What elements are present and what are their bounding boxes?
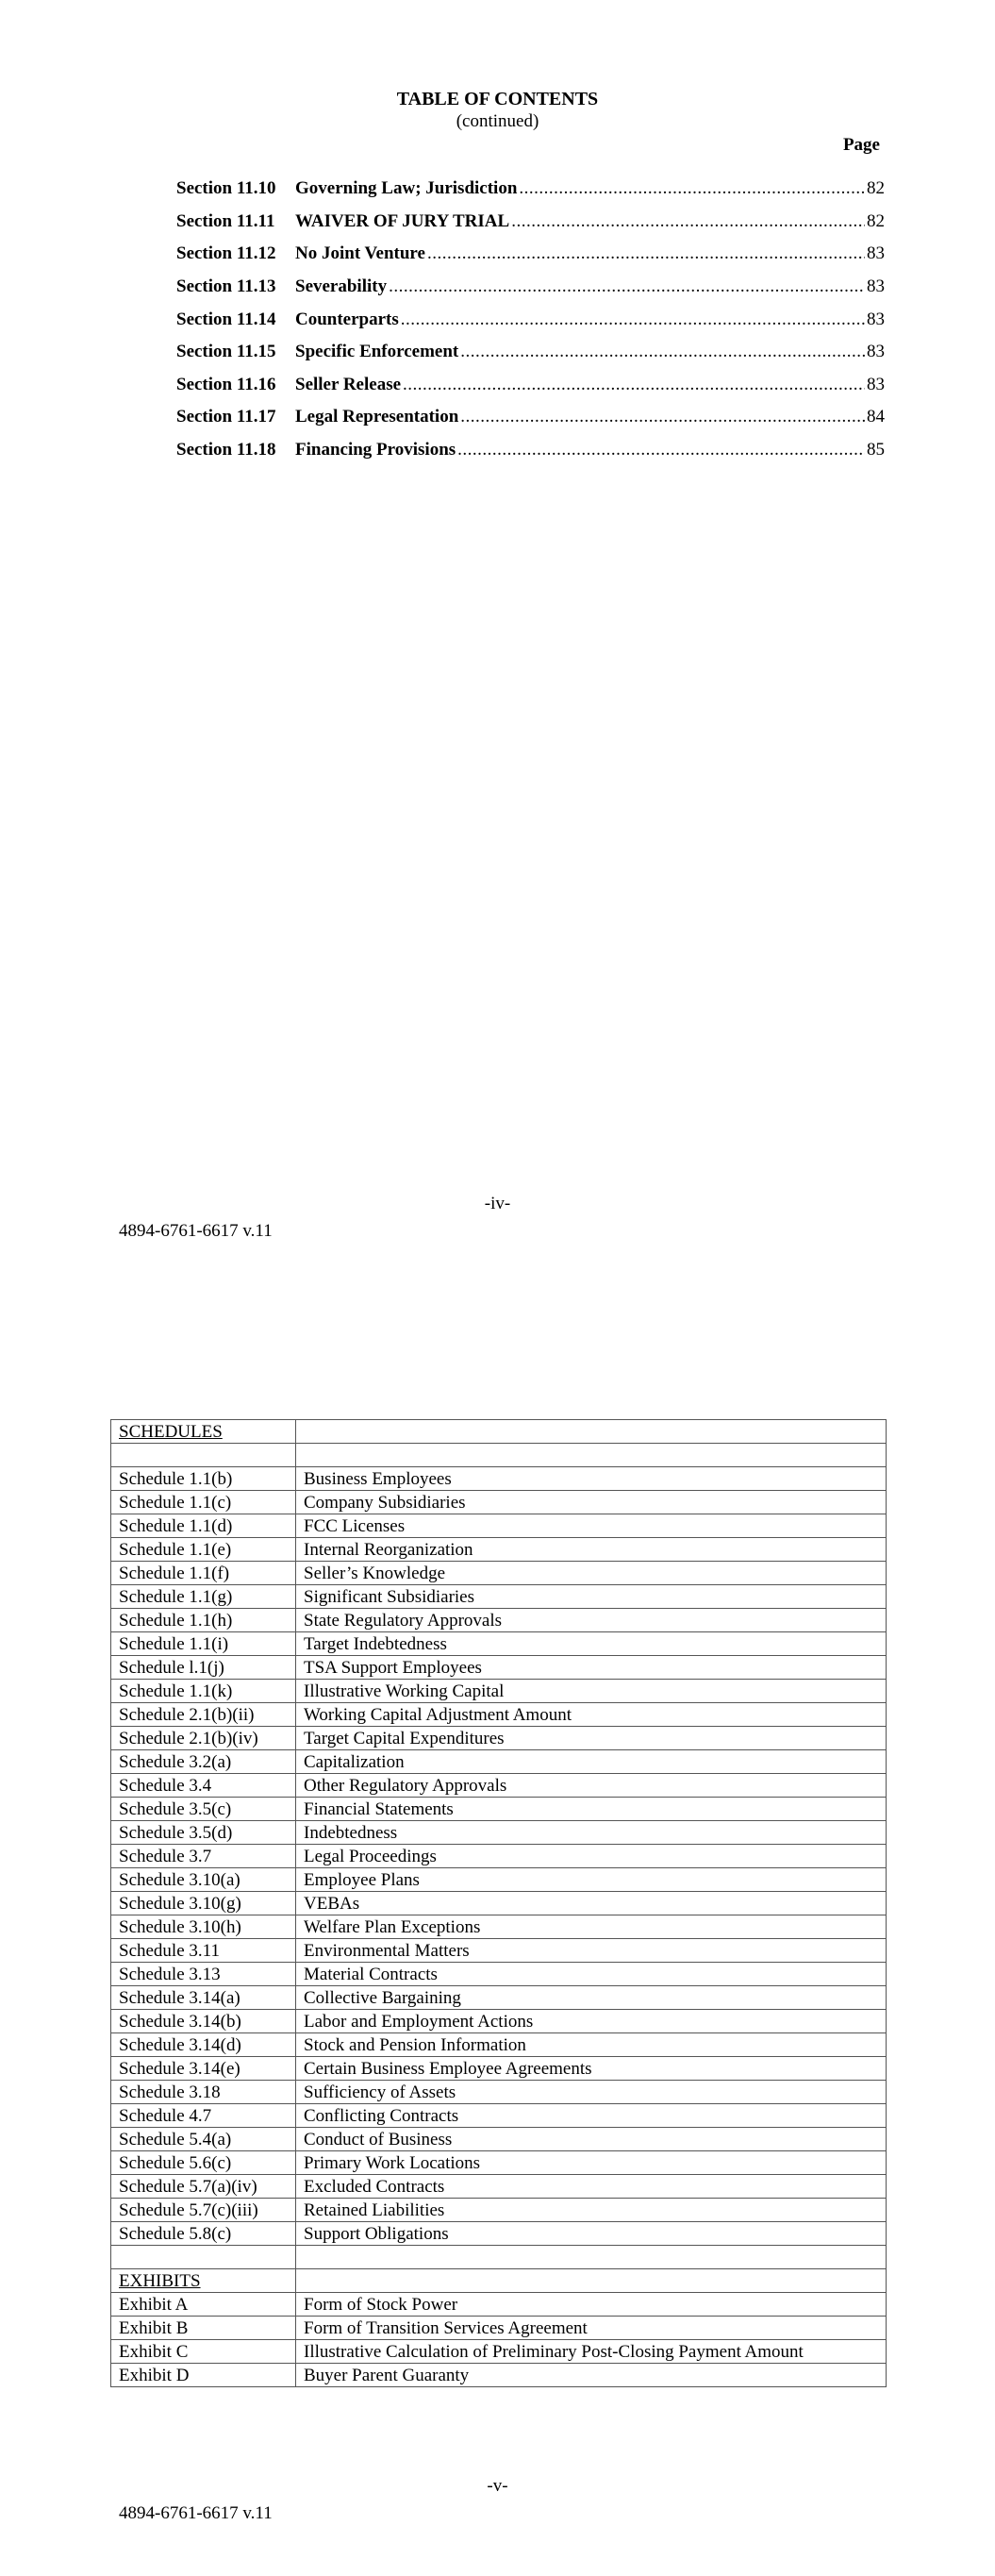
schedule-row-id: Schedule 1.1(f) — [111, 1562, 296, 1585]
schedule-row-id: Schedule 3.5(c) — [111, 1798, 296, 1821]
toc-leader-dots — [460, 342, 865, 362]
toc-entry — [176, 206, 885, 239]
schedule-row — [111, 2128, 887, 2151]
schedule-row-title: Target Indebtedness — [296, 1632, 887, 1656]
schedule-row — [111, 1915, 887, 1939]
schedule-row-title: Retained Liabilities — [296, 2199, 887, 2222]
exhibit-row-id: Exhibit A — [111, 2293, 296, 2317]
toc-leader-dots — [460, 407, 865, 427]
schedule-row-title: Seller’s Knowledge — [296, 1562, 887, 1585]
schedule-row-id: Schedule 3.14(a) — [111, 1986, 296, 2010]
schedule-row-id: Schedule 5.4(a) — [111, 2128, 296, 2151]
toc-page-number: 83 — [867, 374, 885, 394]
toc-entry — [176, 401, 885, 434]
schedule-row-id: Schedule 3.11 — [111, 1939, 296, 1963]
schedule-row-id: Schedule 1.1(e) — [111, 1538, 296, 1562]
schedule-row-id: Schedule 4.7 — [111, 2104, 296, 2128]
schedule-row — [111, 1585, 887, 1609]
toc-section-number: Section 11.14 — [176, 309, 276, 329]
exhibit-row-id: Exhibit B — [111, 2317, 296, 2340]
schedule-row-title: Financial Statements — [296, 1798, 887, 1821]
page-number: -iv- — [484, 1194, 511, 1213]
schedule-row-id: Schedule 3.14(b) — [111, 2010, 296, 2033]
schedule-row-title: Conduct of Business — [296, 2128, 887, 2151]
schedule-row-title: State Regulatory Approvals — [296, 1609, 887, 1632]
exhibits-heading-row-title — [296, 2269, 887, 2293]
toc-section-title: Governing Law; Jurisdiction — [295, 178, 518, 199]
schedule-row — [111, 1892, 887, 1915]
toc-page — [0, 0, 995, 1283]
toc-section-title: Seller Release — [295, 374, 402, 394]
toc-page-number: 83 — [867, 243, 885, 264]
schedule-row-title: Labor and Employment Actions — [296, 2010, 887, 2033]
schedule-row — [111, 1609, 887, 1632]
schedule-row-title: Illustrative Working Capital — [296, 1680, 887, 1703]
schedule-row — [111, 1821, 887, 1845]
schedule-row-id: Schedule 3.14(d) — [111, 2033, 296, 2057]
exhibit-row — [111, 2364, 887, 2387]
toc-entry — [176, 173, 885, 206]
schedule-row — [111, 2104, 887, 2128]
toc-page-number: 85 — [867, 440, 885, 460]
schedule-row-id: Schedule 3.18 — [111, 2081, 296, 2104]
toc-entry — [176, 369, 885, 402]
schedule-row — [111, 2175, 887, 2199]
exhibit-row — [111, 2317, 887, 2340]
toc-entry — [176, 238, 885, 271]
schedule-row-title: Support Obligations — [296, 2222, 887, 2246]
toc-section-title: Counterparts — [295, 309, 399, 329]
schedule-row-id: Schedule 3.7 — [111, 1845, 296, 1868]
schedule-row-id: Schedule 5.6(c) — [111, 2151, 296, 2175]
toc-subtitle: (continued) — [456, 111, 539, 131]
toc-section-title: No Joint Venture — [295, 243, 425, 264]
schedule-row-id: Schedule 3.2(a) — [111, 1750, 296, 1774]
toc-entry — [176, 434, 885, 467]
schedule-row-id: Schedule 1.1(d) — [111, 1514, 296, 1538]
toc-list — [176, 173, 885, 466]
schedule-row — [111, 2033, 887, 2057]
toc-section-title: WAIVER OF JURY TRIAL — [295, 210, 510, 231]
schedule-row — [111, 1939, 887, 1963]
schedule-row-title: Other Regulatory Approvals — [296, 1774, 887, 1798]
exhibit-row-title: Buyer Parent Guaranty — [296, 2364, 887, 2387]
blank-row — [111, 1444, 887, 1467]
toc-entry — [176, 271, 885, 304]
toc-leader-dots — [389, 276, 865, 297]
schedule-row-id: Schedule 3.14(e) — [111, 2057, 296, 2081]
schedule-row — [111, 1656, 887, 1680]
exhibit-row — [111, 2340, 887, 2364]
toc-leader-dots — [457, 440, 865, 460]
toc-leader-dots — [427, 243, 865, 264]
toc-entry — [176, 336, 885, 369]
toc-page-number: 82 — [867, 178, 885, 199]
page-column-label: Page — [842, 135, 880, 155]
toc-section-number: Section 11.13 — [176, 276, 276, 297]
schedule-row-title: TSA Support Employees — [296, 1656, 887, 1680]
schedule-row-title: Significant Subsidiaries — [296, 1585, 887, 1609]
toc-section-title: Specific Enforcement — [295, 342, 459, 362]
document-id: 4894-6761-6617 v.11 — [119, 2503, 273, 2523]
blank-row-id — [111, 2246, 296, 2269]
toc-title: TABLE OF CONTENTS — [396, 89, 599, 109]
toc-leader-dots — [401, 309, 865, 330]
schedule-row — [111, 1680, 887, 1703]
schedule-row-title: Internal Reorganization — [296, 1538, 887, 1562]
exhibit-row — [111, 2293, 887, 2317]
schedule-row-id: Schedule 3.10(h) — [111, 1915, 296, 1939]
exhibit-row-title: Form of Transition Services Agreement — [296, 2317, 887, 2340]
schedule-row — [111, 1798, 887, 1821]
exhibits-heading-row — [111, 2269, 887, 2293]
blank-row-id — [111, 1444, 296, 1467]
schedule-row-title: Collective Bargaining — [296, 1986, 887, 2010]
schedule-row-title: Environmental Matters — [296, 1939, 887, 1963]
schedule-row-id: Schedule 3.10(g) — [111, 1892, 296, 1915]
schedule-row-id: Schedule 3.13 — [111, 1963, 296, 1986]
schedule-row-title: Target Capital Expenditures — [296, 1727, 887, 1750]
schedule-row — [111, 1632, 887, 1656]
blank-row — [111, 2246, 887, 2269]
schedule-row — [111, 1774, 887, 1798]
toc-section-number: Section 11.12 — [176, 243, 276, 264]
toc-leader-dots — [403, 375, 865, 395]
toc-section-number: Section 11.15 — [176, 342, 276, 362]
schedule-row-id: Schedule 1.1(b) — [111, 1467, 296, 1491]
toc-entry — [176, 303, 885, 336]
schedule-row — [111, 2199, 887, 2222]
exhibit-row-id: Exhibit C — [111, 2340, 296, 2364]
schedule-row-id: Schedule 5.8(c) — [111, 2222, 296, 2246]
schedules-exhibits-table — [110, 1419, 887, 2387]
schedule-row-id: Schedule 1.1(h) — [111, 1609, 296, 1632]
schedule-row — [111, 2010, 887, 2033]
exhibit-row-title: Form of Stock Power — [296, 2293, 887, 2317]
page-number: -v- — [487, 2476, 508, 2496]
schedule-row-title: Working Capital Adjustment Amount — [296, 1703, 887, 1727]
schedule-row-title: Employee Plans — [296, 1868, 887, 1892]
toc-page-number: 84 — [867, 407, 885, 427]
schedule-row — [111, 1986, 887, 2010]
schedule-row-id: Schedule 5.7(a)(iv) — [111, 2175, 296, 2199]
toc-leader-dots — [519, 178, 865, 199]
toc-page-number: 83 — [867, 276, 885, 297]
toc-section-number: Section 11.17 — [176, 407, 276, 427]
schedule-row — [111, 1491, 887, 1514]
schedule-row — [111, 1467, 887, 1491]
document-id: 4894-6761-6617 v.11 — [119, 1221, 273, 1241]
exhibit-row-title: Illustrative Calculation of Preliminary Post-Closing Payment Amount — [296, 2340, 887, 2364]
toc-page-number: 83 — [867, 342, 885, 362]
toc-section-number: Section 11.16 — [176, 374, 276, 394]
schedules-page — [0, 1283, 995, 2576]
schedule-row-title: VEBAs — [296, 1892, 887, 1915]
schedule-row — [111, 2081, 887, 2104]
schedule-row — [111, 1514, 887, 1538]
toc-page-number: 82 — [867, 210, 885, 231]
schedule-row-title: Indebtedness — [296, 1821, 887, 1845]
schedule-row-id: Schedule 1.1(i) — [111, 1632, 296, 1656]
toc-section-number: Section 11.10 — [176, 178, 276, 199]
schedules-heading-row-id: SCHEDULES — [111, 1420, 296, 1444]
schedule-row-title: Welfare Plan Exceptions — [296, 1915, 887, 1939]
toc-section-title: Legal Representation — [295, 407, 459, 427]
toc-leader-dots — [511, 211, 865, 232]
schedule-row-id: Schedule 1.1(g) — [111, 1585, 296, 1609]
blank-row-title — [296, 1444, 887, 1467]
schedule-row-title: Company Subsidiaries — [296, 1491, 887, 1514]
schedule-row — [111, 1750, 887, 1774]
schedule-row-id: Schedule 2.1(b)(ii) — [111, 1703, 296, 1727]
schedule-row-title: Sufficiency of Assets — [296, 2081, 887, 2104]
schedules-heading-row-title — [296, 1420, 887, 1444]
schedule-row-title: Conflicting Contracts — [296, 2104, 887, 2128]
schedule-row-title: Primary Work Locations — [296, 2151, 887, 2175]
schedule-row-title: Material Contracts — [296, 1963, 887, 1986]
blank-row-title — [296, 2246, 887, 2269]
schedule-row-id: Schedule 3.5(d) — [111, 1821, 296, 1845]
schedule-row-id: Schedule 1.1(k) — [111, 1680, 296, 1703]
schedule-row-title: Certain Business Employee Agreements — [296, 2057, 887, 2081]
schedule-row — [111, 1562, 887, 1585]
schedule-row-id: Schedule 5.7(c)(iii) — [111, 2199, 296, 2222]
schedule-row — [111, 1538, 887, 1562]
toc-section-number: Section 11.18 — [176, 440, 276, 460]
schedule-row-id: Schedule 1.1(c) — [111, 1491, 296, 1514]
schedule-row-id: Schedule 3.10(a) — [111, 1868, 296, 1892]
schedule-row-title: FCC Licenses — [296, 1514, 887, 1538]
schedule-row — [111, 2151, 887, 2175]
schedule-row-title: Stock and Pension Information — [296, 2033, 887, 2057]
schedule-row-title: Capitalization — [296, 1750, 887, 1774]
schedule-row-title: Business Employees — [296, 1467, 887, 1491]
schedule-row — [111, 1845, 887, 1868]
schedule-row-id: Schedule 2.1(b)(iv) — [111, 1727, 296, 1750]
schedule-row — [111, 2057, 887, 2081]
schedules-heading-row — [111, 1420, 887, 1444]
exhibits-heading-row-id: EXHIBITS — [111, 2269, 296, 2293]
schedule-row-title: Excluded Contracts — [296, 2175, 887, 2199]
schedule-row-id: Schedule l.1(j) — [111, 1656, 296, 1680]
toc-page-number: 83 — [867, 309, 885, 329]
schedule-row — [111, 1703, 887, 1727]
toc-section-title: Severability — [295, 276, 388, 297]
schedule-row — [111, 1727, 887, 1750]
schedule-row-title: Legal Proceedings — [296, 1845, 887, 1868]
toc-section-number: Section 11.11 — [176, 210, 275, 231]
schedule-row — [111, 1868, 887, 1892]
exhibit-row-id: Exhibit D — [111, 2364, 296, 2387]
schedule-row — [111, 1963, 887, 1986]
schedule-row — [111, 2222, 887, 2246]
toc-section-title: Financing Provisions — [295, 440, 456, 460]
schedule-row-id: Schedule 3.4 — [111, 1774, 296, 1798]
